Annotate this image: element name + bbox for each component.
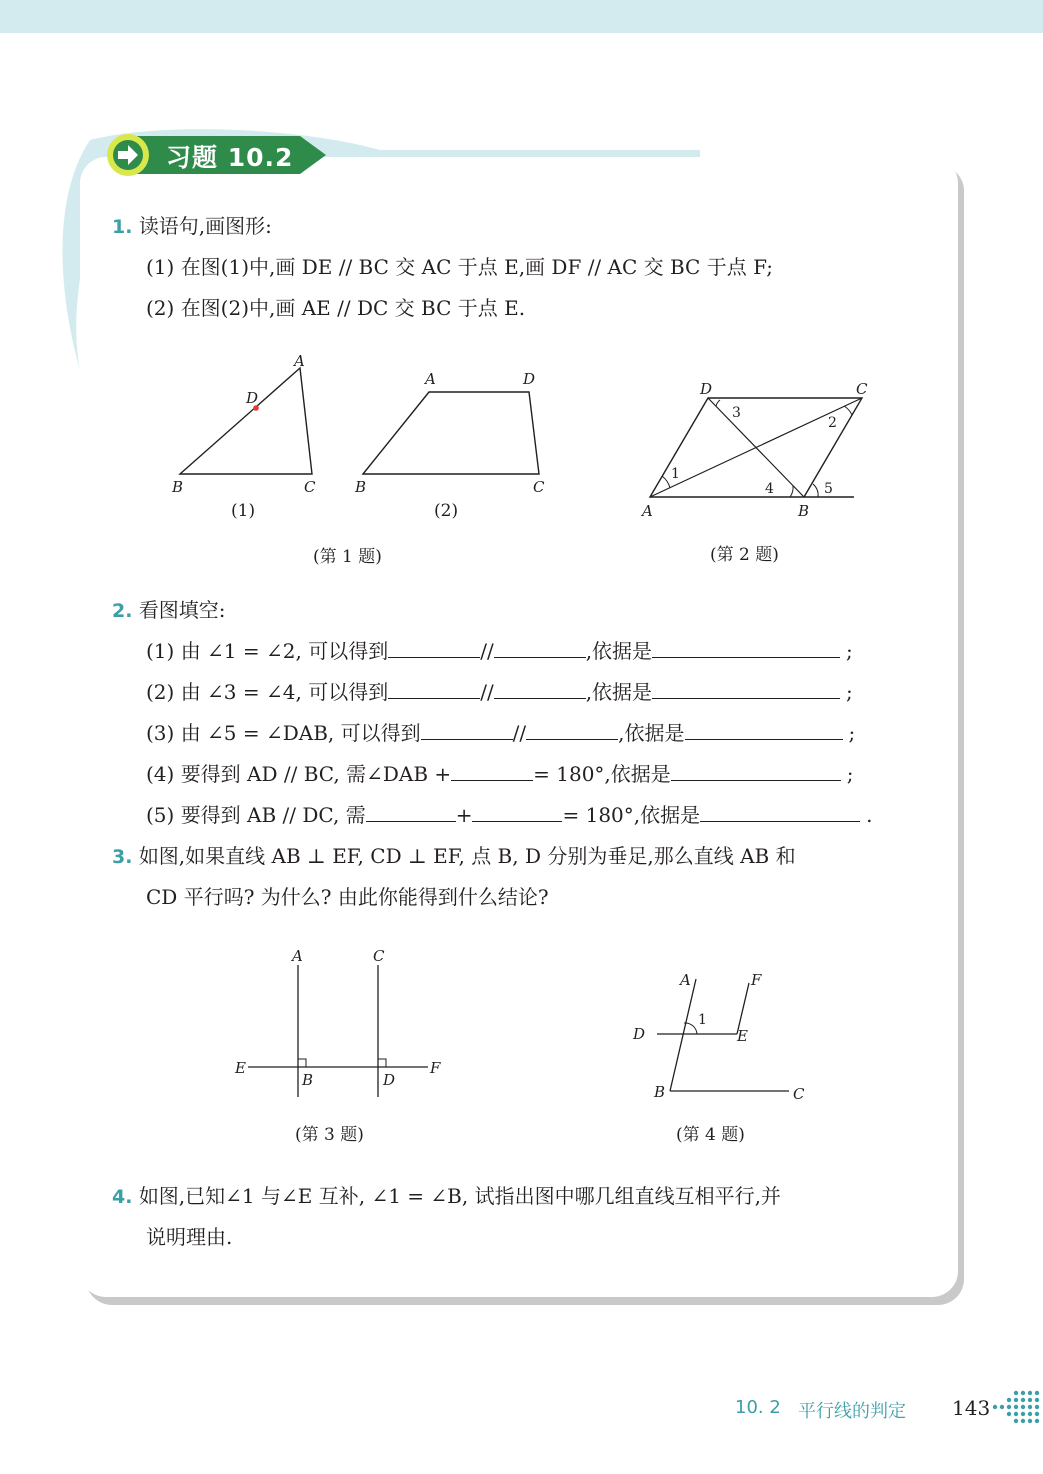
parallel-symbol: // [512,721,527,745]
label-b: B [172,478,184,496]
footer-section-title: 平行线的判定 [798,1401,906,1422]
label-c: C [304,478,316,496]
label-c: C [793,1085,805,1103]
q3-number: 3. [112,846,133,868]
q2-item-5-text: (5) 要得到 AB // DC, 需 [146,803,366,827]
label-a: A [642,502,653,520]
right-angle-mark [298,1059,306,1067]
q3-figure-perpendiculars [230,945,450,1105]
answer-blank[interactable] [451,760,533,781]
label-b: B [654,1083,666,1101]
q1-caption: (第 1 题) [313,547,382,567]
q2-item-4 [146,760,854,788]
label-a: A [425,370,436,388]
answer-blank[interactable] [652,637,840,658]
q2-item-4-text: (4) 要得到 AD // BC, 需∠DAB + [146,762,452,786]
label-e: E [737,1027,748,1045]
label-a: A [680,971,691,989]
label-d: D [523,370,536,388]
q1-fig1-caption: (1) [231,501,256,521]
basis-label: ,依据是 [585,680,653,704]
q3-line-1 [112,842,796,871]
angle-4-label: 4 [765,481,774,497]
answer-blank[interactable] [652,678,840,699]
label-f: F [430,1059,441,1077]
answer-blank[interactable] [700,801,860,822]
basis-label: ,依据是 [618,721,685,745]
q1-figure-2-trapezoid [345,360,560,500]
q2-caption: (第 2 题) [710,545,779,565]
q3-line-2: CD 平行吗? 为什么? 由此你能得到什么结论? [146,885,549,909]
q2-item-2 [146,678,853,706]
q1-stem: 读语句,画图形: [138,214,272,238]
page-number: 143 [952,1396,991,1420]
q2-stem-line [112,596,226,625]
label-e: E [235,1059,246,1077]
answer-blank[interactable] [671,760,841,781]
q4-figure-lines [625,965,825,1110]
parallel-symbol: // [480,639,494,663]
end-punct: ; [846,762,854,786]
basis-label: ,依据是 [585,639,653,663]
label-c: C [856,380,868,398]
answer-blank[interactable] [388,678,480,699]
q4-line-2: 说明理由. [146,1225,233,1249]
q4-line-1 [112,1182,781,1211]
q2-item-1-text: (1) 由 ∠1 = ∠2, 可以得到 [146,639,389,663]
q4-text-1: 如图,已知∠1 与∠E 互补, ∠1 = ∠B, 试指出图中哪几组直线互相平行,并 [138,1184,781,1208]
end-punct: . [866,803,873,827]
plus-sign: + [455,803,473,827]
answer-blank[interactable] [526,719,618,740]
q2-figure-parallelogram [630,370,870,530]
q1-part1: (1) 在图(1)中,画 DE // BC 交 AC 于点 E,画 DF // AC 交 BC 于点 F; [146,255,773,279]
basis-label: = 180°,依据是 [533,762,671,786]
angle-3-label: 3 [732,405,741,421]
q2-item-2-text: (2) 由 ∠3 = ∠4, 可以得到 [146,680,389,704]
label-b: B [798,502,810,520]
label-d: D [700,380,713,398]
q3-text-1: 如图,如果直线 AB ⊥ EF, CD ⊥ EF, 点 B, D 分别为垂足,那么直线 AB 和 [138,844,796,868]
label-a: A [292,947,303,965]
label-f: F [751,971,762,989]
q2-number: 2. [112,600,133,622]
q4-number: 4. [112,1186,133,1208]
answer-blank[interactable] [494,637,586,658]
answer-blank[interactable] [685,719,843,740]
label-c: C [373,947,385,965]
q2-item-3 [146,719,855,747]
right-angle-mark [378,1059,386,1067]
q2-item-5 [146,801,873,829]
top-band [0,0,1043,33]
label-d: D [383,1071,396,1089]
angle-1-label: 1 [671,466,680,482]
q2-item-3-text: (3) 由 ∠5 = ∠DAB, 可以得到 [146,721,421,745]
label-d: D [246,389,259,407]
q1-number: 1. [112,216,133,238]
label-b: B [355,478,367,496]
end-punct: ; [848,721,856,745]
decorative-dots-icon [990,1388,1040,1428]
footer-section-number: 10. 2 [735,1397,781,1418]
q3-caption: (第 3 题) [295,1125,364,1145]
label-a: A [294,352,305,370]
answer-blank[interactable] [472,801,562,822]
answer-blank[interactable] [388,637,480,658]
exercise-title: 习题 10.2 [166,143,294,172]
q1-stem-line [112,212,272,241]
angle-5-label: 5 [824,481,833,497]
q2-stem: 看图填空: [138,598,226,622]
end-punct: ; [846,639,853,663]
label-b: B [302,1071,314,1089]
q1-fig2-caption: (2) [434,501,459,521]
label-c: C [533,478,545,496]
basis-label: = 180°,依据是 [562,803,701,827]
answer-blank[interactable] [366,801,456,822]
q1-part2: (2) 在图(2)中,画 AE // DC 交 BC 于点 E. [146,296,526,320]
q1-figure-1-triangle [160,350,340,500]
end-punct: ; [846,680,853,704]
angle-2-label: 2 [828,415,837,431]
answer-blank[interactable] [421,719,513,740]
label-d: D [633,1025,646,1043]
q2-item-1 [146,637,853,665]
answer-blank[interactable] [494,678,586,699]
q4-caption: (第 4 题) [676,1125,745,1145]
parallel-symbol: // [480,680,494,704]
angle-1-label: 1 [698,1012,707,1028]
